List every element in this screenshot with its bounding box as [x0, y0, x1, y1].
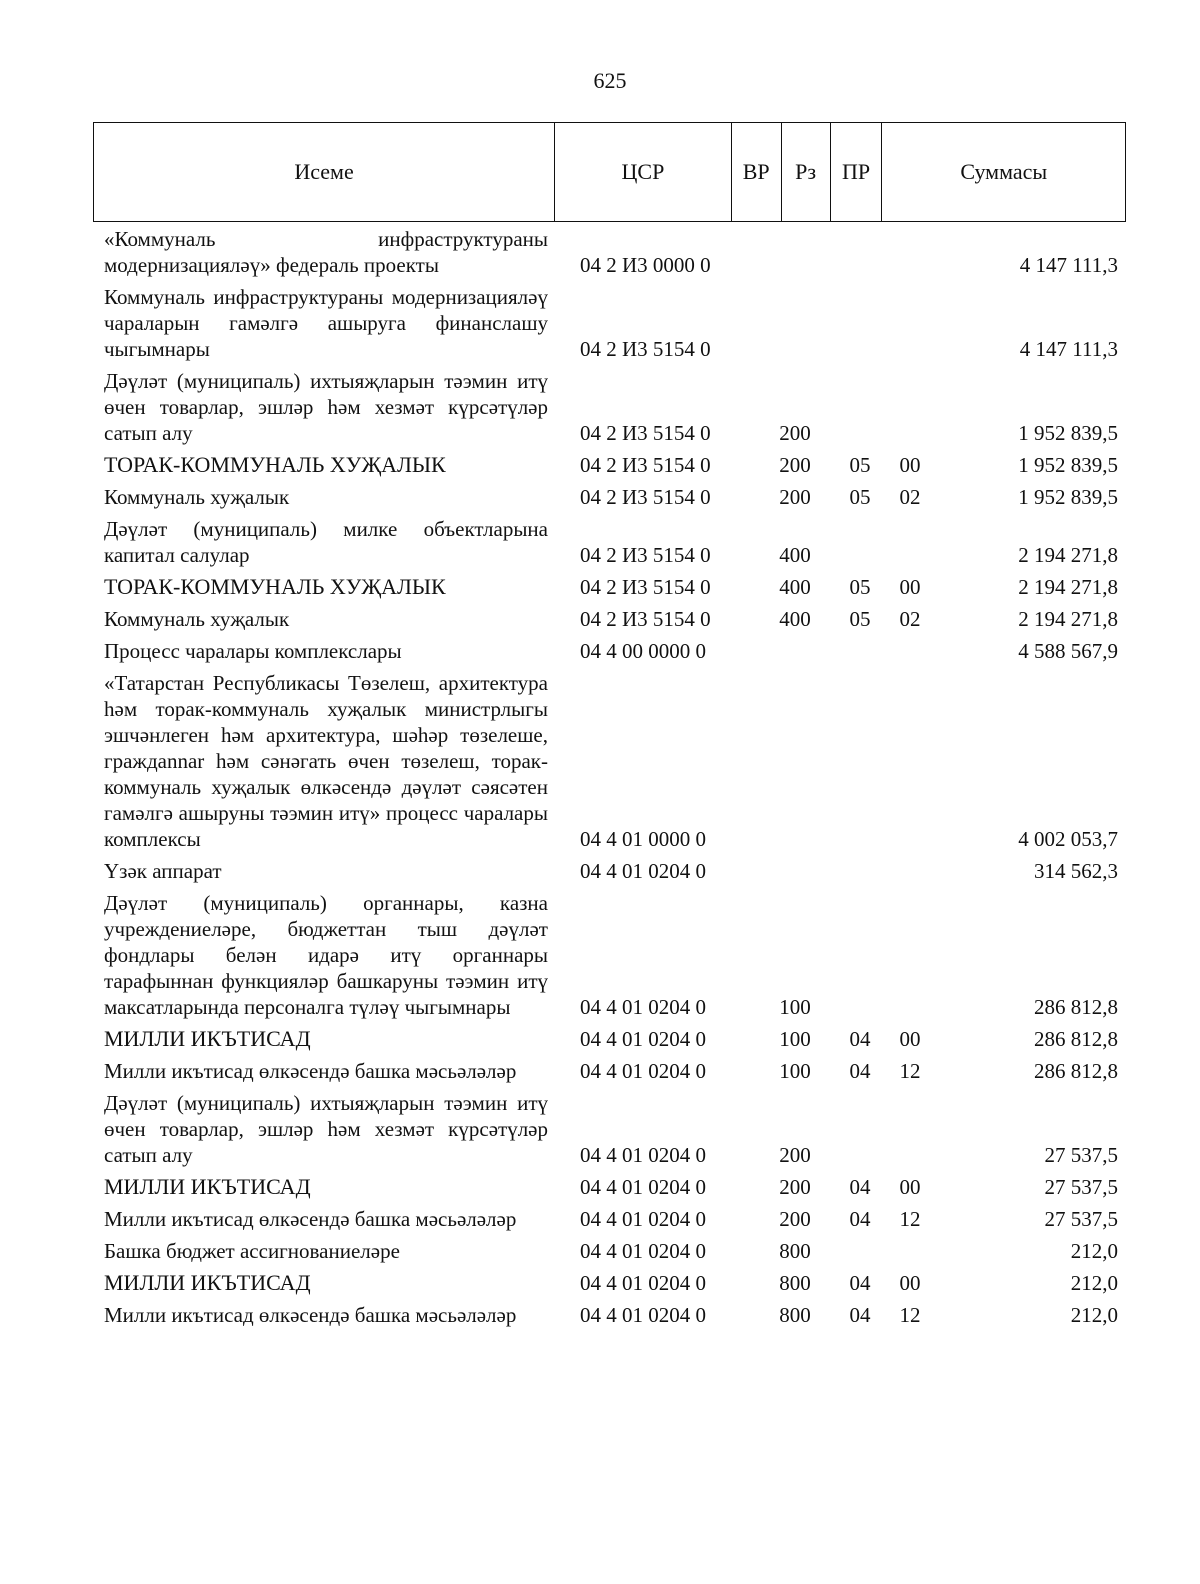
row-csr: 04 2 И3 5154 0 [580, 485, 711, 509]
row-csr: 04 4 01 0204 0 [580, 1027, 706, 1051]
row-sum: 212,0 [1070, 1239, 1118, 1263]
row-name: ТОРАК-КОММУНАЛЬ ХУҖАЛЫК [104, 452, 446, 477]
row-sum: 2 194 271,8 [1018, 543, 1118, 567]
row-name: ТОРАК-КОММУНАЛЬ ХУҖАЛЫК [104, 574, 446, 599]
row-csr: 04 4 01 0204 0 [580, 995, 706, 1019]
row-rz: 05 [849, 575, 871, 599]
row-rz: 04 [849, 1175, 871, 1199]
row-name: Коммуналь инфраструктураны модернизацияләү чараларын гамәлгә ашыруга финанслашу чыгымнары [104, 285, 548, 361]
row-pr: 00 [899, 1271, 921, 1295]
row-vr: 800 [779, 1271, 811, 1295]
budget-table-body [0, 226, 1200, 1328]
header-rz: Рз [782, 123, 831, 221]
row-name: Милли икътисад өлкәсендә башка мәсьәләләр [104, 1059, 517, 1083]
row-vr: 400 [779, 607, 811, 631]
row-sum: 286 812,8 [1034, 1059, 1118, 1083]
table-row [0, 638, 1200, 664]
row-sum: 27 537,5 [1044, 1143, 1118, 1167]
row-csr: 04 4 01 0204 0 [580, 1175, 706, 1199]
row-csr: 04 4 01 0204 0 [580, 1207, 706, 1231]
row-csr: 04 4 01 0000 0 [580, 827, 706, 851]
row-pr: 00 [899, 1027, 921, 1051]
row-sum: 27 537,5 [1044, 1175, 1118, 1199]
row-pr: 12 [899, 1059, 921, 1083]
row-vr: 200 [779, 1175, 811, 1199]
table-row [0, 670, 1200, 852]
row-name: Дәүләт (муниципаль) ихтыяҗларын тәэмин итү өчен товарлар, эшләр һәм хезмәт күрсәтүләр сатып алу [104, 369, 548, 445]
row-name: Дәүләт (муниципаль) милке объектларына капитал салулар [104, 517, 548, 567]
table-row [0, 516, 1200, 568]
row-vr: 800 [779, 1303, 811, 1327]
header-name: Исеме [94, 123, 555, 221]
table-row [0, 1238, 1200, 1264]
row-vr: 800 [779, 1239, 811, 1263]
row-csr: 04 2 И3 5154 0 [580, 421, 711, 445]
row-name: Дәүләт (муниципаль) органнары, казна учреждениеләре, бюджеттан тыш дәүләт фондлары белән идарә итү органнары тарафыннан функцияләр башкаруны тәэмин итү максатларында персоналга түләү чыгымнары [104, 891, 548, 1019]
row-sum: 212,0 [1070, 1271, 1118, 1295]
row-rz: 04 [849, 1271, 871, 1295]
row-rz: 04 [849, 1207, 871, 1231]
row-sum: 314 562,3 [1034, 859, 1118, 883]
page-number: 625 [593, 68, 627, 93]
row-rz: 05 [849, 485, 871, 509]
row-name: Процесс чаралары комплекслары [104, 639, 402, 663]
table-row [0, 890, 1200, 1020]
row-sum: 1 952 839,5 [1018, 485, 1118, 509]
row-pr: 00 [899, 575, 921, 599]
row-sum: 2 194 271,8 [1018, 607, 1118, 631]
row-name: МИЛЛИ ИКЪТИСАД [104, 1026, 311, 1051]
row-rz: 04 [849, 1303, 871, 1327]
row-sum: 2 194 271,8 [1018, 575, 1118, 599]
row-sum: 4 002 053,7 [1018, 827, 1118, 851]
row-vr: 400 [779, 575, 811, 599]
table-row [0, 1206, 1200, 1232]
table-row [0, 1026, 1200, 1052]
row-name: МИЛЛИ ИКЪТИСАД [104, 1270, 311, 1295]
row-sum: 4 147 111,3 [1019, 253, 1118, 277]
row-csr: 04 2 И3 5154 0 [580, 337, 711, 361]
row-csr: 04 4 01 0204 0 [580, 1271, 706, 1295]
row-vr: 200 [779, 1143, 811, 1167]
row-vr: 100 [779, 995, 811, 1019]
row-rz: 05 [849, 607, 871, 631]
header-csr: ЦСР [555, 123, 732, 221]
row-csr: 04 4 01 0204 0 [580, 1059, 706, 1083]
row-pr: 02 [899, 607, 921, 631]
table-row [0, 368, 1200, 446]
row-rz: 04 [849, 1059, 871, 1083]
row-vr: 200 [779, 1207, 811, 1231]
row-name: Коммуналь хуҗалык [104, 485, 290, 509]
table-header [93, 122, 1126, 222]
row-csr: 04 4 01 0204 0 [580, 1303, 706, 1327]
header-vr: ВР [732, 123, 782, 221]
row-pr: 12 [899, 1207, 921, 1231]
table-row [0, 1090, 1200, 1168]
row-csr: 04 2 И3 0000 0 [580, 253, 711, 277]
row-pr: 00 [899, 453, 921, 477]
row-vr: 100 [779, 1027, 811, 1051]
row-csr: 04 2 И3 5154 0 [580, 575, 711, 599]
row-rz: 04 [849, 1027, 871, 1051]
table-row [0, 1270, 1200, 1296]
row-vr: 400 [779, 543, 811, 567]
row-vr: 200 [779, 421, 811, 445]
row-csr: 04 4 01 0204 0 [580, 1239, 706, 1263]
row-sum: 212,0 [1070, 1303, 1118, 1327]
row-pr: 02 [899, 485, 921, 509]
table-row [0, 226, 1200, 278]
row-name: Дәүләт (муниципаль) ихтыяҗларын тәэмин итү өчен товарлар, эшләр һәм хезмәт күрсәтүләр сатып алу [104, 1091, 548, 1167]
row-sum: 4 588 567,9 [1018, 639, 1118, 663]
row-name: Үзәк аппарат [104, 859, 222, 883]
row-sum: 27 537,5 [1044, 1207, 1118, 1231]
row-csr: 04 4 01 0204 0 [580, 859, 706, 883]
row-csr: 04 4 01 0204 0 [580, 1143, 706, 1167]
row-csr: 04 2 И3 5154 0 [580, 453, 711, 477]
row-sum: 286 812,8 [1034, 1027, 1118, 1051]
table-row [0, 858, 1200, 884]
row-csr: 04 2 И3 5154 0 [580, 543, 711, 567]
row-name: «Коммуналь инфраструктураны модернизацияләү» федераль проекты [104, 227, 548, 277]
row-vr: 200 [779, 485, 811, 509]
row-pr: 00 [899, 1175, 921, 1199]
row-sum: 286 812,8 [1034, 995, 1118, 1019]
row-name: Милли икътисад өлкәсендә башка мәсьәләләр [104, 1207, 517, 1231]
row-csr: 04 2 И3 5154 0 [580, 607, 711, 631]
row-name: «Татарстан Республикасы Төзелеш, архитектура һәм торак-коммуналь хуҗалык министрлыгы эшчәнлеген һәм архитектура, шәһәр төзелеше, граждannar һәм сәнәгать өчен төзелеш, торак-коммуналь хуҗалык өлкәсендә дәүләт сәясәтен гамәлгә ашыруны тәэмин итү» процесс чаралары комплексы [104, 671, 548, 851]
header-sum: Суммасы [960, 159, 1048, 184]
row-vr: 200 [779, 453, 811, 477]
table-row [0, 1174, 1200, 1200]
row-sum: 1 952 839,5 [1018, 453, 1118, 477]
row-pr: 12 [899, 1303, 921, 1327]
row-name: Милли икътисад өлкәсендә башка мәсьәләләр [104, 1303, 517, 1327]
table-row [0, 1058, 1200, 1084]
row-vr: 100 [779, 1059, 811, 1083]
table-row [0, 484, 1200, 510]
table-row [0, 606, 1200, 632]
table-row [0, 452, 1200, 478]
row-csr: 04 4 00 0000 0 [580, 639, 706, 663]
row-rz: 05 [849, 453, 871, 477]
row-name: МИЛЛИ ИКЪТИСАД [104, 1174, 311, 1199]
row-name: Коммуналь хуҗалык [104, 607, 290, 631]
row-sum: 1 952 839,5 [1018, 421, 1118, 445]
table-row [0, 1302, 1200, 1328]
row-sum: 4 147 111,3 [1019, 337, 1118, 361]
row-name: Башка бюджет ассигнованиеләре [104, 1239, 400, 1263]
table-row [0, 284, 1200, 362]
header-pr: ПР [831, 123, 883, 221]
table-row [0, 574, 1200, 600]
